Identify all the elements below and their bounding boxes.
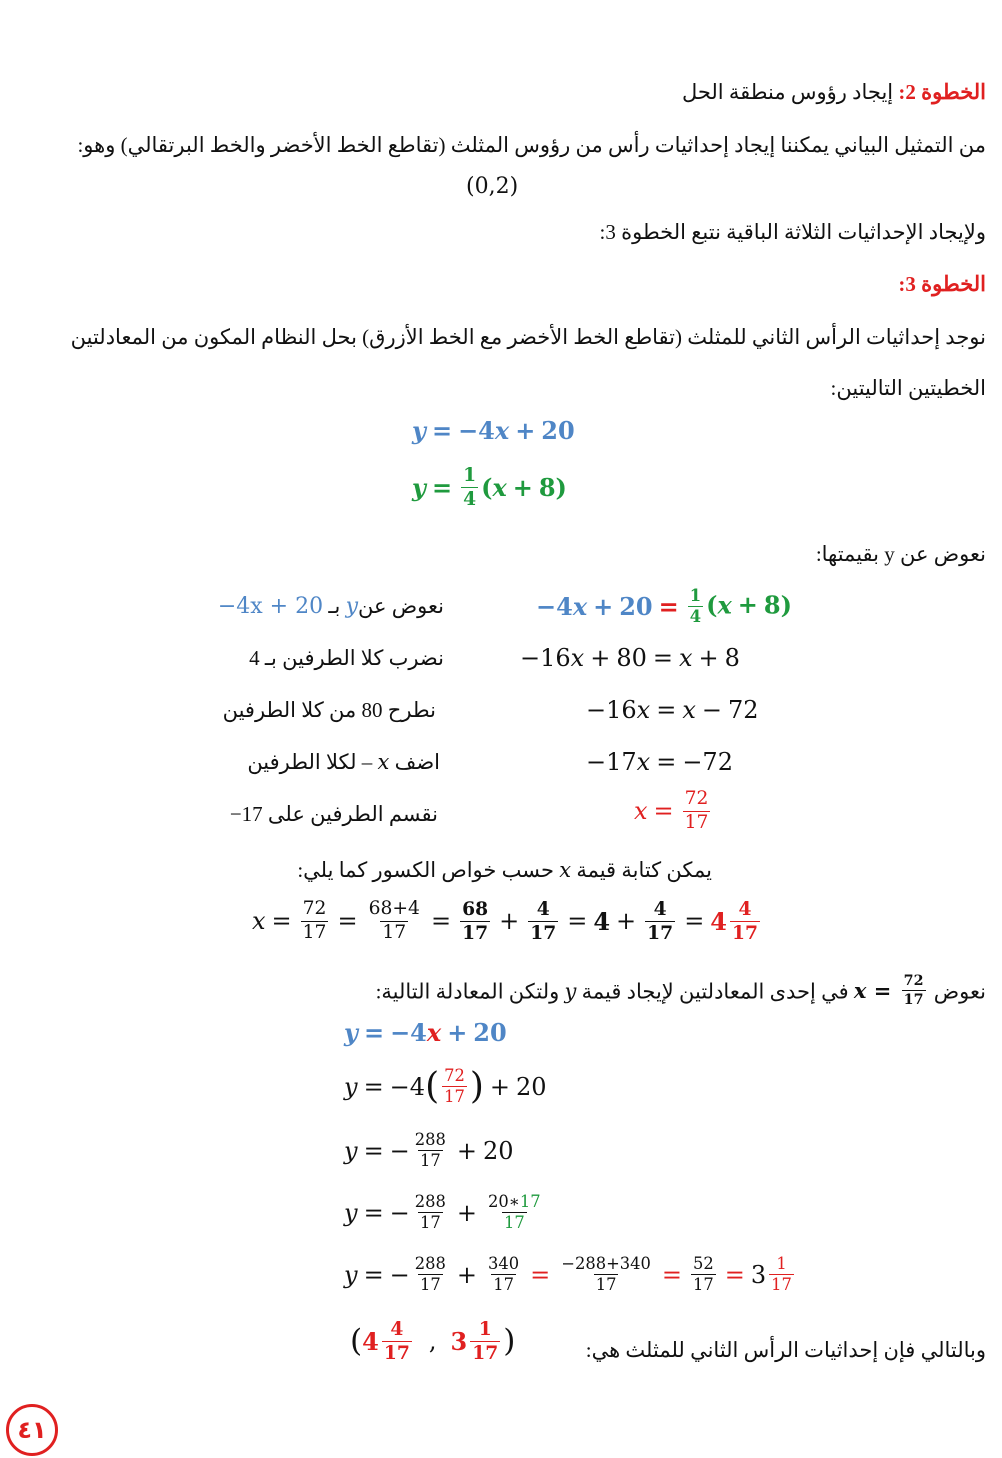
fraction-note: يمكن كتابة قيمة x حسب خواص الكسور كما يلي: [297, 858, 712, 882]
substitute-intro: نعوض عن y بقيمتها: [815, 542, 986, 566]
step3-paragraph: نوجد إحداثيات الرأس الثاني للمثلث (تقاطع الخط الأخضر مع الخط الأزرق) بحل النظام المكون من المعادلتين [70, 325, 986, 349]
solve-eq-1: −4x + 20 = $\frac{1}{4}$ (x + 8) [536, 586, 792, 627]
y-eq-1: y = −4 x + 20 [344, 1018, 507, 1047]
y-eq-3: y = − $\frac{288}{17}$ + 20 [344, 1130, 514, 1171]
step2-heading [682, 78, 986, 106]
solve-step-1: نعوض عنy بـ −4x + 20 [217, 594, 444, 619]
step3-heading [898, 270, 986, 298]
equation-green: y = $\frac{1}{4}$ ( x + 8) [412, 464, 567, 510]
step2-title: إيجاد رؤوس منطقة الحل [681, 80, 899, 104]
step3-label: الخطوة 3: [898, 272, 986, 296]
solve-step-4: اضف x – لكلا الطرفين [247, 750, 440, 774]
result-coordinates: ( 4 $\frac{4}{17}$ , 3 $\frac{1}{17}$ ) [350, 1318, 516, 1364]
solve-step-5: نقسم الطرفين على 17− [229, 802, 438, 826]
solve-eq-2: −16 x + 80 = x + 8 [520, 644, 740, 672]
y-eq-5: y = − $\frac{288}{17}$ + $\frac{340}{17}$ = $\frac{-288+340}{17}$ = $\frac{52}{17}$ = 3 $\frac{1}{17}$ [344, 1254, 792, 1295]
step2-paragraph: من التمثيل البياني يمكننا إيجاد إحداثيات رأس من رؤوس المثلث (تقاطع الخط الأخضر والخط البرتقالي) وهو: [77, 133, 986, 157]
equation-blue: y = −4 x + 20 [412, 416, 575, 445]
solve-eq-3: −16 x = x − 72 [586, 696, 759, 724]
page-number-badge: ٤١ [6, 1404, 58, 1456]
vertex-point: (0,2) [466, 174, 519, 199]
solve-step-3: نطرح 80 من كلا الطرفين [222, 698, 436, 722]
substitute-x-intro: نعوض x = $\frac{72}{17}$ في إحدى المعادلتين لإيجاد قيمة y ولتكن المعادلة التالية: [375, 973, 986, 1009]
step2-paragraph-2: ولإيجاد الإحداثيات الثلاثة الباقية نتبع الخطوة 3: [599, 220, 986, 244]
solve-eq-5: x = $\frac{72}{17}$ [634, 788, 709, 833]
solve-step-2: نضرب كلا الطرفين بـ 4 [249, 646, 444, 670]
y-eq-4: y = − $\frac{288}{17}$ + $\frac{20∗17}{17}$ [344, 1192, 541, 1233]
step3-paragraph-2: الخطيتين التاليتين: [830, 376, 986, 400]
solve-eq-4: −17 x = −72 [586, 748, 733, 776]
y-eq-2: y = −4 ( $\frac{72}{17}$ ) + 20 [344, 1065, 547, 1107]
step2-label: الخطوة 2: [898, 80, 986, 104]
mixed-number-chain: x = $\frac{72}{17}$ = $\frac{68+4}{17}$ = $\frac{68}{17}$ + $\frac{4}{17}$ = 4 + $\frac{4}{17}$ = 4 $\frac{4}{17}$ [252, 898, 759, 944]
result-text: وبالتالي فإن إحداثيات الرأس الثاني للمثلث هي: [585, 1338, 986, 1362]
